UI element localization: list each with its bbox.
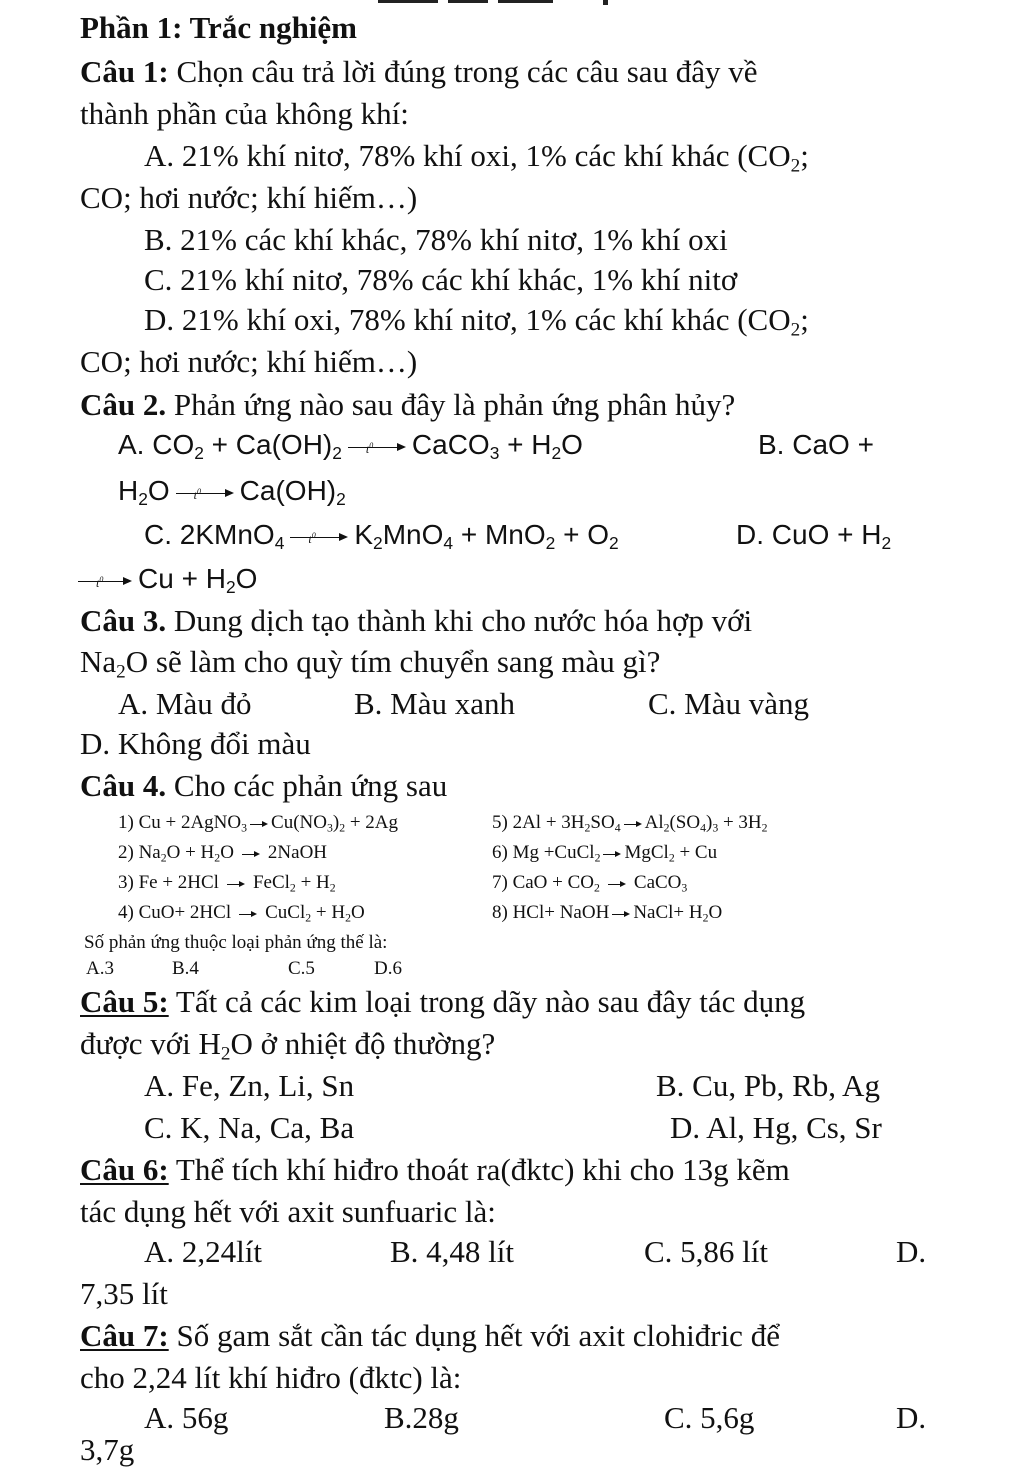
q4-r2-c: O xyxy=(220,842,234,863)
q2-c-5: + O xyxy=(555,519,609,550)
reaction-arrow-icon xyxy=(250,819,268,829)
reaction-arrow-icon xyxy=(227,879,245,889)
q2-b-product: Ca(OH) xyxy=(239,475,337,506)
q4-r4-a: 4) CuO+ 2HCl xyxy=(118,902,232,923)
sub: 2 xyxy=(594,851,601,865)
q1-option-c: C. 21% khí nitơ, 78% các khí khác, 1% khí nitơ xyxy=(144,262,738,297)
q5-stem-line2 xyxy=(80,1026,496,1065)
q1-stem-line2: thành phần của không khí: xyxy=(80,96,409,131)
sub: 2 xyxy=(339,821,346,835)
q1-d-semicolon: ; xyxy=(800,302,809,337)
sub: 3 xyxy=(681,881,688,895)
q2-option-d-cont xyxy=(78,560,257,597)
q1-option-d-cont: CO; hơi nước; khí hiếm…) xyxy=(80,344,418,379)
q4-r1-c: ) xyxy=(332,812,340,833)
q1-option-a-cont: CO; hơi nước; khí hiếm…) xyxy=(80,180,418,215)
q3-option-d: D. Không đổi màu xyxy=(80,726,311,761)
q4-r6-c: + Cu xyxy=(674,842,718,863)
q4-r4-c: + H xyxy=(311,902,346,923)
q5-stem-2a: được với H xyxy=(80,1026,221,1061)
q4-reaction-2 xyxy=(118,842,327,864)
q6-stem-line1 xyxy=(80,1152,790,1188)
q4-reaction-1 xyxy=(118,812,398,834)
q4-stem-text: Cho các phản ứng sau xyxy=(166,768,448,803)
q7-stem-text: Số gam sắt cần tác dụng hết với axit clohiđric để xyxy=(168,1318,780,1353)
temp-sup: 0 xyxy=(99,574,104,584)
q2-option-c xyxy=(144,516,619,553)
q2-b-o: O xyxy=(147,475,170,506)
reaction-arrow-icon xyxy=(608,879,626,889)
reaction-arrow-icon xyxy=(242,849,260,859)
q4-option-d: D.6 xyxy=(374,958,402,979)
q2-option-a xyxy=(118,426,583,463)
sub: 2 xyxy=(373,532,383,553)
q4-r7-b: CaCO xyxy=(633,872,682,893)
q5-option-d: D. Al, Hg, Cs, Sr xyxy=(670,1110,882,1145)
q1-stem-text: Chọn câu trả lời đúng trong các câu sau đây về xyxy=(168,54,758,89)
sub: 2 xyxy=(545,532,556,553)
q4-question: Số phản ứng thuộc loại phản ứng thế là: xyxy=(84,932,388,953)
sub: 4 xyxy=(443,532,454,553)
reaction-arrow-icon xyxy=(603,849,621,859)
q6-label: Câu 6: xyxy=(80,1152,169,1187)
q4-r1-a: 1) Cu + 2AgNO xyxy=(118,812,242,833)
q4-option-c: C.5 xyxy=(288,958,315,979)
q3-stem-text: Dung dịch tạo thành khi cho nước hóa hợp với xyxy=(166,603,753,638)
q2-a-rhs3: O xyxy=(561,429,583,460)
q4-stem xyxy=(80,768,447,804)
reaction-arrow-icon xyxy=(78,574,132,588)
q1-option-a-text: A. 21% khí nitơ, 78% khí oxi, 1% các khí khác (CO xyxy=(144,138,791,173)
q3-na: Na xyxy=(80,644,117,679)
q4-r2-b: O + H xyxy=(166,842,215,863)
q4-r6-a: 6) Mg +CuCl xyxy=(492,842,595,863)
q5-stem-text: Tất cả các kim loại trong dãy nào sau đây tác dụng xyxy=(168,984,806,1019)
q2-c-1: C. 2KMnO xyxy=(144,519,275,550)
q4-r5-a: 5) 2Al + 3H xyxy=(492,812,585,833)
q5-stem-line1 xyxy=(80,984,805,1020)
q7-label: Câu 7: xyxy=(80,1318,169,1353)
reaction-arrow-icon xyxy=(624,819,642,829)
q6-option-d: D. xyxy=(896,1234,927,1269)
reaction-arrow-icon xyxy=(176,486,234,500)
q2-c-3: MnO xyxy=(382,519,444,550)
sub: 2 xyxy=(702,911,709,925)
q6-option-d-cont: 7,35 lít xyxy=(80,1276,168,1311)
sub: 2 xyxy=(332,442,342,463)
sub: 2 xyxy=(345,911,351,925)
q1-option-a xyxy=(144,138,809,177)
temp-symbol: t xyxy=(308,531,312,546)
temp-sup: 0 xyxy=(369,440,374,450)
q3-label: Câu 3. xyxy=(80,603,167,638)
q1-d-sub: 2 xyxy=(790,319,801,341)
sub: 2 xyxy=(594,881,600,895)
q4-option-b: B.4 xyxy=(172,958,199,979)
q4-r5-f: + 3H xyxy=(718,812,762,833)
sub: 3 xyxy=(241,821,248,835)
q4-reaction-4 xyxy=(118,902,365,924)
q4-reaction-7 xyxy=(492,872,687,894)
top-dash-decoration xyxy=(378,0,608,3)
q4-r6-b: MgCl xyxy=(624,842,669,863)
reaction-arrow-icon xyxy=(348,440,406,454)
sub: 2 xyxy=(668,851,675,865)
q2-c-4: + MnO xyxy=(453,519,546,550)
sub: 4 xyxy=(614,821,621,835)
q4-r5-c: Al xyxy=(644,812,664,833)
temp-symbol: t xyxy=(193,487,198,502)
q6-stem-line2: tác dụng hết với axit sunfuaric là: xyxy=(80,1194,496,1229)
sub: 2 xyxy=(138,488,148,509)
q5-option-c: C. K, Na, Ca, Ba xyxy=(144,1110,355,1145)
q3-option-a: A. Màu đỏ xyxy=(118,686,252,721)
q1-label: Câu 1: xyxy=(80,54,169,89)
sub: 2 xyxy=(194,442,204,463)
sub: 3 xyxy=(489,442,500,463)
q4-r5-e: ) xyxy=(706,812,713,833)
temp-sup: 0 xyxy=(311,530,316,540)
q1-option-d xyxy=(144,302,809,341)
q2-b-text: B. CaO + xyxy=(758,429,874,460)
q4-r3-b: FeCl xyxy=(252,872,290,893)
q3-stem-line2 xyxy=(80,644,661,683)
q4-r3-a: 3) Fe + 2HCl xyxy=(118,872,219,893)
q2-d-1: D. CuO + H xyxy=(736,519,882,550)
q4-r1-d: + 2Ag xyxy=(345,812,399,833)
q4-reaction-3 xyxy=(118,872,336,894)
sub: 2 xyxy=(761,821,768,835)
q2-option-d xyxy=(736,516,891,553)
q4-option-a: A.3 xyxy=(86,958,114,979)
sub: 2 xyxy=(214,851,221,865)
q2-label: Câu 2. xyxy=(80,387,167,422)
q4-r8-c: O xyxy=(708,902,723,923)
q7-stem-line2: cho 2,24 lít khí hiđro (đktc) là: xyxy=(80,1360,462,1395)
q7-option-d: D. xyxy=(896,1400,927,1435)
q4-r7-a: 7) CaO + CO xyxy=(492,872,595,893)
sub: 2 xyxy=(551,442,562,463)
q7-option-c: C. 5,6g xyxy=(664,1400,755,1435)
q4-label: Câu 4. xyxy=(80,768,167,803)
q2-a-rhs1: CaCO xyxy=(411,429,490,460)
sub: 2 xyxy=(329,881,336,895)
sub: 2 xyxy=(289,881,296,895)
part-title: Phần 1: Trắc nghiệm xyxy=(80,10,358,45)
q7-option-a: A. 56g xyxy=(144,1400,229,1435)
q6-option-a: A. 2,24lít xyxy=(144,1234,262,1269)
q2-option-b-cont xyxy=(118,472,346,509)
q2-stem xyxy=(80,387,735,423)
q4-reaction-6 xyxy=(492,842,717,864)
sub: 3 xyxy=(326,821,333,835)
q1-option-b: B. 21% các khí khác, 78% khí nitơ, 1% khí oxi xyxy=(144,222,728,257)
q6-option-c: C. 5,86 lít xyxy=(644,1234,769,1269)
sub: 2 xyxy=(663,821,670,835)
sub: 3 xyxy=(712,821,719,835)
q4-reaction-8 xyxy=(492,902,722,924)
q4-r3-c: + H xyxy=(295,872,330,893)
sub: 2 xyxy=(584,821,591,835)
q5-option-a: A. Fe, Zn, Li, Sn xyxy=(144,1068,355,1103)
q2-a-mid: + Ca(OH) xyxy=(203,429,333,460)
q2-stem-text: Phản ứng nào sau đây là phản ứng phân hủy? xyxy=(166,387,736,422)
q5-stem-2b: O ở nhiệt độ thường? xyxy=(230,1026,496,1061)
sub: 2 xyxy=(305,911,312,925)
q4-r8-b: NaCl+ H xyxy=(633,902,703,923)
reaction-arrow-icon xyxy=(612,909,630,919)
q4-r2-d: 2NaOH xyxy=(267,842,328,863)
q2-option-b xyxy=(758,426,874,463)
sub: 2 xyxy=(609,532,619,553)
temp-symbol: t xyxy=(96,575,100,590)
q3-stem-line1 xyxy=(80,603,752,639)
q2-a-lhs: A. CO xyxy=(118,429,195,460)
q4-reaction-5 xyxy=(492,812,768,834)
temp-sup: 0 xyxy=(197,486,202,496)
sub: 4 xyxy=(274,532,285,553)
q3-stem-rest: O sẽ làm cho quỳ tím chuyển sang màu gì? xyxy=(125,644,661,679)
q2-d-3: O xyxy=(235,563,258,594)
q4-r4-b: CuCl xyxy=(265,902,306,923)
q2-c-2: K xyxy=(354,519,374,550)
q7-option-d-cont: 3,7g xyxy=(80,1432,135,1467)
q3-option-c: C. Màu vàng xyxy=(648,686,810,721)
q4-r5-b: SO xyxy=(590,812,615,833)
reaction-arrow-icon xyxy=(239,909,257,919)
q1-option-d-text: D. 21% khí oxi, 78% khí nitơ, 1% các khí khác (CO xyxy=(144,302,791,337)
q6-stem-text: Thể tích khí hiđro thoát ra(đktc) khi cho 13g kẽm xyxy=(168,1152,790,1187)
q5-label: Câu 5: xyxy=(80,984,169,1019)
q7-stem-line1 xyxy=(80,1318,780,1354)
q2-a-rhs2: + H xyxy=(499,429,552,460)
sub: 2 xyxy=(160,851,167,865)
q6-option-b: B. 4,48 lít xyxy=(390,1234,515,1269)
q2-b-h: H xyxy=(118,475,139,506)
sub: 4 xyxy=(700,821,706,835)
sub: 2 xyxy=(220,1043,231,1065)
reaction-arrow-icon xyxy=(290,530,348,544)
q7-option-b: B.28g xyxy=(384,1400,459,1435)
q1-stem-line1 xyxy=(80,54,758,90)
q4-r5-d: (SO xyxy=(669,812,701,833)
sub: 2 xyxy=(336,488,346,509)
temp-symbol: t xyxy=(365,441,370,456)
q5-option-b: B. Cu, Pb, Rb, Ag xyxy=(656,1068,880,1103)
sub: 2 xyxy=(225,576,236,597)
q1-a-sub: 2 xyxy=(790,155,801,177)
q4-r1-b: Cu(NO xyxy=(271,812,327,833)
sub: 2 xyxy=(881,532,892,553)
q4-r4-d: O xyxy=(350,902,365,923)
q4-r8-a: 8) HCl+ NaOH xyxy=(492,902,610,923)
q2-d-2: Cu + H xyxy=(138,563,226,594)
q1-a-semicolon: ; xyxy=(800,138,809,173)
q4-r2-a: 2) Na xyxy=(118,842,161,863)
q3-option-b: B. Màu xanh xyxy=(354,686,516,721)
sub: 2 xyxy=(116,661,126,683)
